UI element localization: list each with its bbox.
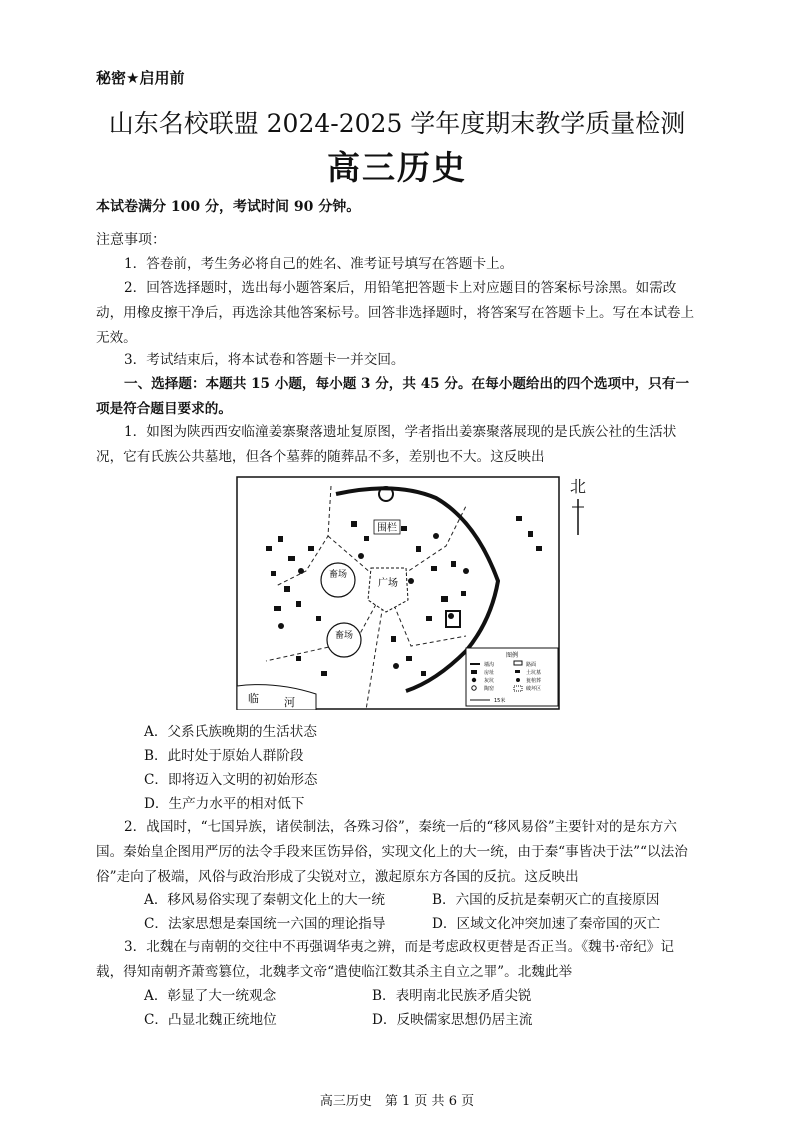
legend-item: 路面 bbox=[526, 662, 537, 668]
legend-item: 灰坑 bbox=[484, 678, 495, 684]
note-item: 1．答卷前，考生务必将自己的姓名、准考证号填写在答题卡上。 bbox=[124, 256, 514, 272]
map-label-pasture: 畜场 bbox=[328, 570, 348, 580]
option-b: B．六国的反抗是秦朝灭亡的直接原因 bbox=[432, 892, 660, 908]
option-d: D．反映儒家思想仍居主流 bbox=[372, 1012, 533, 1028]
option-c: C．即将迈入文明的初始形态 bbox=[144, 772, 318, 788]
north-label: 北 bbox=[570, 477, 587, 496]
legend-item: 墙沟 bbox=[484, 662, 495, 668]
option-c: C．凸显北魏正统地位 bbox=[144, 1012, 277, 1028]
question-stem: 3．北魏在与南朝的交往中不再强调华夷之辨，而是考虑政权更替是否正当。《魏书·帝纪》记载，得知南朝齐萧鸾篡位，北魏孝文帝“遣使临江数其杀主自立之罪”。北魏此举 bbox=[96, 939, 674, 980]
confidential-label: 秘密★启用前 bbox=[96, 69, 185, 87]
question-stem: 1．如图为陕西西安临潼姜寨聚落遗址复原图，学者指出姜寨聚落展现的是氏族公社的生活状况，它有氏族公共墓地，但各个墓葬的随葬品不多，差别也不大。这反映出 bbox=[96, 424, 677, 465]
subject-title: 高三历史 bbox=[327, 148, 467, 187]
north-arrow bbox=[570, 474, 586, 541]
legend-item: 破坏区 bbox=[526, 686, 542, 692]
map-label-pasture: 畜场 bbox=[334, 631, 354, 641]
option-a: A．父系氏族晚期的生活状态 bbox=[144, 724, 317, 740]
section-heading: 一、选择题：本题共 15 小题，每小题 3 分，共 45 分。在每小题给出的四个选项中，只有一项是符合题目要求的。 bbox=[96, 376, 690, 417]
option-b: B．此时处于原始人群阶段 bbox=[144, 748, 304, 764]
notes-title: 注意事项： bbox=[96, 232, 166, 248]
legend-scale: 15米 bbox=[494, 698, 506, 704]
legend-title: 图例 bbox=[505, 652, 519, 659]
jiangzhai-settlement-map bbox=[236, 476, 560, 710]
legend-item: 土坑墓 bbox=[526, 670, 542, 676]
note-item: 2．回答选择题时，选出每小题答案后，用铅笔把答题卡上对应题目的答案标号涂黑。如需改动，用橡皮擦干净后，再选涂其他答案标号。回答非选择题时，将答案写在答题卡上。写在本试卷上无效。 bbox=[96, 280, 695, 346]
legend-item: 陶窑 bbox=[484, 686, 495, 692]
option-a: A．移风易俗实现了秦朝文化上的大一统 bbox=[144, 892, 385, 908]
score-line: 本试卷满分 100 分，考试时间 90 分钟。 bbox=[96, 199, 361, 215]
question-stem: 2．战国时，“七国异族，诸侯制法，各殊习俗”，秦统一后的“移风易俗”主要针对的是东方六国。秦始皇企图用严厉的法令手段来匡饬异俗，实现文化上的大一统，由于秦“事皆决于法”“以法治俗”走向了极端，风俗与政治形成了尖锐对立，激起原东方各国的反抗。这反映出 bbox=[96, 819, 688, 885]
option-b: B．表明南北民族矛盾尖锐 bbox=[372, 988, 532, 1004]
map-label-fence: 围栏 bbox=[377, 523, 397, 534]
map-label-river: 临 bbox=[248, 692, 259, 705]
map-label-river: 河 bbox=[284, 696, 295, 709]
north-arrow-icon bbox=[570, 497, 586, 537]
page-footer: 高三历史 第 1 页 共 6 页 bbox=[319, 1094, 475, 1109]
option-d: D．区域文化冲突加速了秦帝国的灭亡 bbox=[432, 916, 661, 932]
exam-title: 山东名校联盟 2024-2025 学年度期末教学质量检测 bbox=[108, 109, 686, 138]
legend-item: 瓮棺葬 bbox=[526, 678, 542, 684]
legend-item: 房址 bbox=[484, 670, 495, 676]
map-label-plaza: 广场 bbox=[378, 578, 398, 589]
option-c: C．法家思想是秦国统一六国的理论指导 bbox=[144, 916, 386, 932]
option-d: D．生产力水平的相对低下 bbox=[144, 796, 305, 812]
note-item: 3．考试结束后，将本试卷和答题卡一并交回。 bbox=[124, 352, 405, 368]
option-a: A．彰显了大一统观念 bbox=[144, 988, 277, 1004]
